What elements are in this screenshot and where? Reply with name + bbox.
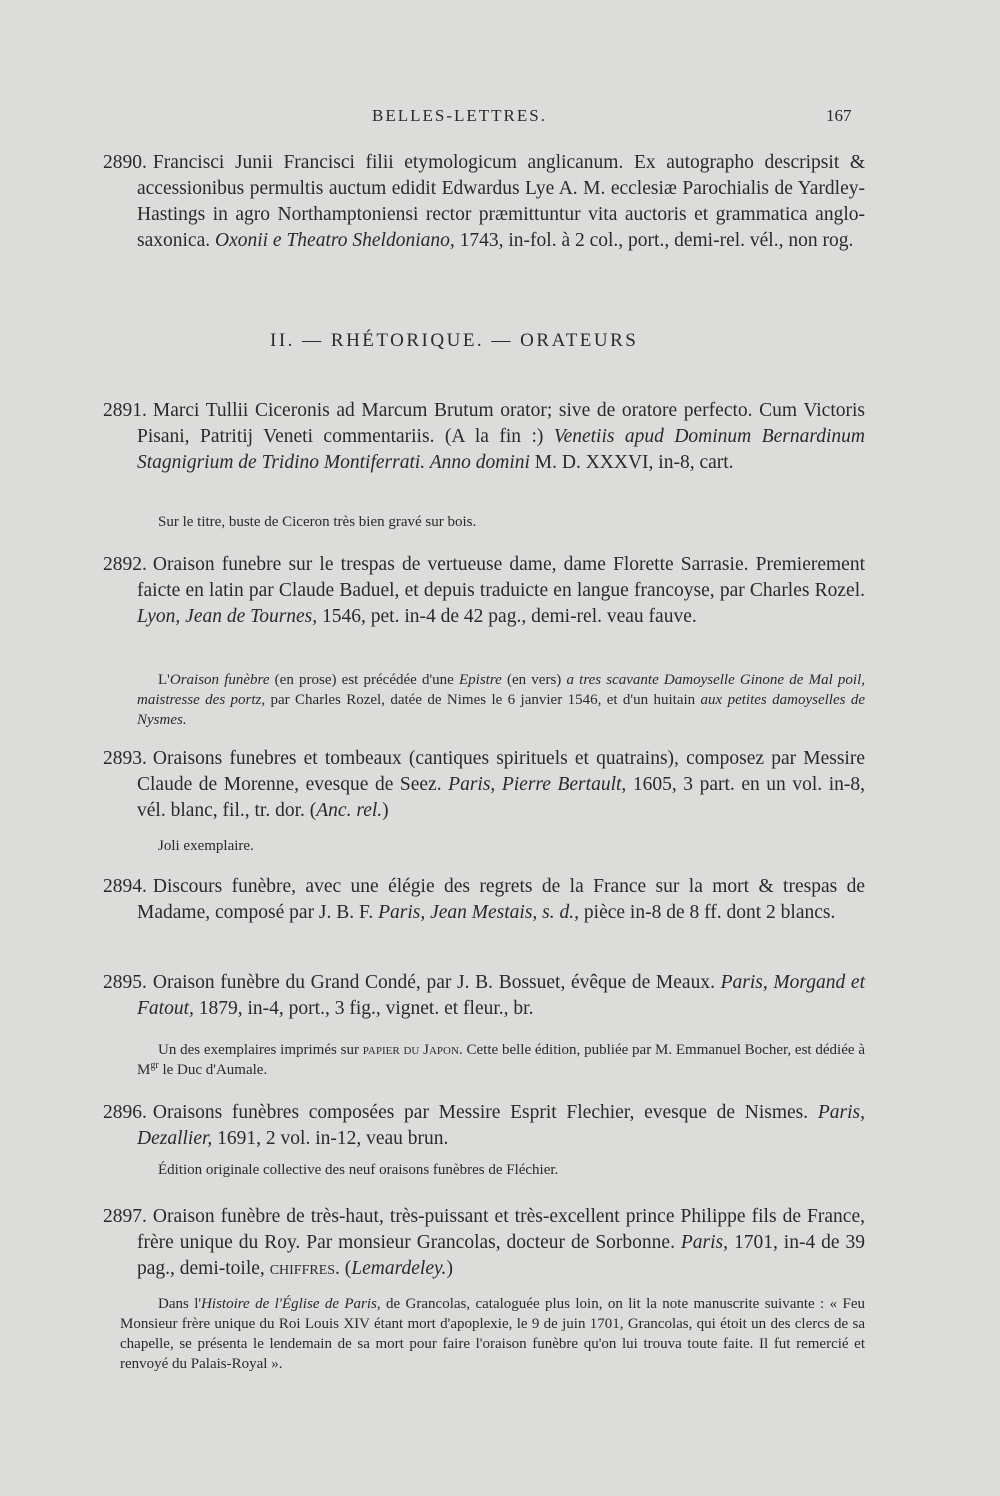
entry-2893 [103,746,865,824]
entry-details: pièce in-8 de 8 ff. dont 2 blancs. [579,902,836,923]
imprint: Paris, Jean Mestais, s. d., [378,902,580,923]
entry-details: 1546, pet. in-4 de 42 pag., demi-rel. veau fauve. [317,606,697,627]
note-text: (en prose) est précédée d'une [269,672,460,688]
imprint: Lyon, Jean de Tournes, [137,606,318,627]
entry-details: 1701, in-4 de 39 pag., demi-toile, [137,1232,865,1279]
entry-2891 [103,398,865,476]
entry-details: . ( [335,1258,352,1279]
entry-note [137,1040,865,1080]
imprint: Venetiis apud Dominum Bernardinum Stagnigrium de Tridino Montiferrati. Anno domini [137,426,865,473]
paper-type: papier du Japon [362,1042,459,1058]
entry-note [120,1294,865,1374]
entry-number: 2891. [103,400,147,421]
section-title: II. — RHÉTORIQUE. — ORATEURS [270,330,639,351]
note-text: (en vers) [501,672,567,688]
note-text: Dans l' [158,1296,202,1312]
entry-description: Oraison funebre sur le trespas de vertueuse dame, dame Florette Sarrasie. Premierement faicte en latin par Claude Baduel, et depuis traduicte en langue francoyse, par Charles Rozel. [137,554,865,601]
entry-2896 [103,1100,865,1152]
entry-details: 1691, 2 vol. in-12, veau brun. [212,1128,449,1149]
note-text: Un des exemplaires imprimés sur [158,1042,363,1058]
entry-text [103,970,865,1022]
note-text: L' [158,672,170,688]
entry-note: Joli exemplaire. [158,838,254,854]
entry-number: 2897. [103,1206,147,1227]
entry-details: 1743, in-fol. à 2 col., port., demi-rel. vél., non rog. [454,230,854,251]
entry-description: Oraison funèbre de très-haut, très-puissant et très-excellent prince Philippe fils de France, frère unique du Roy. Par monsieur Grancolas, docteur de Sorbonne. [137,1206,865,1253]
entry-number: 2896. [103,1102,147,1123]
note-title: a tres scavante Damoyselle Ginone de Mal poil, maistresse des portz, [137,672,865,708]
entry-2892 [103,552,865,630]
imprint: Paris, Pierre Bertault, [448,774,627,795]
note-text: . Cette belle édition, publiée par M. Emmanuel Bocher, est dédiée à M [137,1042,865,1078]
page-number: 167 [826,106,852,125]
entry-description: Marci Tullii Ciceronis ad Marcum Brutum orator; sive de oratore perfecto. Cum Victoris Pisani, Patritij Veneti commentariis. (A la fin :) [137,400,865,447]
entry-number: 2892. [103,554,147,575]
entry-note: Sur le titre, buste de Ciceron très bien gravé sur bois. [158,514,477,530]
entry-text [103,150,865,254]
entry-details: ) [382,800,389,821]
note-title: aux petites damoyselles de Nysmes. [137,692,865,728]
entry-number: 2895. [103,972,147,993]
entry-text [103,1100,865,1152]
entry-description: Oraisons funèbres composées par Messire Esprit Flechier, evesque de Nismes. [152,1102,818,1123]
entry-number: 2894. [103,876,147,897]
entry-text [103,552,865,630]
entry-description: Oraisons funebres et tombeaux (cantiques spirituels et quatrains), composez par Messire Claude de Morenne, evesque de Seez. [137,748,865,795]
note-title: Oraison funèbre [169,672,270,688]
imprint: Oxonii e Theatro Sheldoniano, [214,230,455,251]
note-text: par Charles Rozel, datée de Nimes le 6 janvier 1546, et d'un huitain [265,692,701,708]
entry-text [103,874,865,926]
entry-description: Discours funèbre, avec une élégie des regrets de la France sur la mort & trespas de Madame, composé par J. B. F. [137,876,865,923]
entry-text [103,1204,865,1282]
binding-note: Anc. rel. [316,800,383,821]
entry-2890 [103,150,865,254]
entry-number: 2893. [103,748,147,769]
note-text: de Grancolas, cataloguée plus loin, on lit la note manuscrite suivante : « Feu Monsieur frère unique du Roi Louis XIV étant mort d'apoplexie, le 9 de juin 1701, Grancolas, qui étoit un des clercs de sa chapelle, se présenta le lendemain de sa mort pour faire l'oraison funèbre qu'on lui trouva toute faite. Il fut remercié et renvoyé du Palais-Royal ». [120,1296,865,1372]
binding-marks: chiffres [269,1258,336,1279]
binder-name: Lemardeley. [351,1258,447,1279]
entry-text [103,398,865,476]
imprint: Paris, Dezallier, [137,1102,865,1149]
entry-number: 2890. [103,152,147,173]
entry-2897 [103,1204,865,1282]
note-title: Epistre [459,672,502,688]
entry-2895 [103,970,865,1022]
entry-note [137,670,865,730]
entry-description: Francisci Junii Francisci filii etymologicum anglicanum. Ex autographo descripsit & accessionibus permultis auctum edidit Edwardus Lye A. M. ecclesiæ Parochialis de Yardley-Hastings in agro Northamptoniensi rector præmittuntur vita auctoris et grammatica anglo-saxonica. [137,152,865,251]
imprint: Paris, Morgand et Fatout, [137,972,865,1019]
note-superscript: gr [150,1060,159,1071]
running-header [0,106,1000,136]
entry-text [103,746,865,824]
entry-details: 1879, in-4, port., 3 fig., vignet. et fleur., br. [193,998,534,1019]
entry-details: 1605, 3 part. en un vol. in-8, vél. blanc, fil., tr. dor. ( [137,774,865,821]
entry-2894 [103,874,865,926]
note-text: le Duc d'Aumale. [158,1062,268,1078]
entry-details: M. D. XXXVI, in-8, cart. [529,452,734,473]
entry-note: Édition originale collective des neuf oraisons funèbres de Fléchier. [158,1162,559,1178]
imprint: Paris, [680,1232,729,1253]
entry-details: ) [446,1258,453,1279]
entry-description: Oraison funèbre du Grand Condé, par J. B. Bossuet, évêque de Meaux. [152,972,721,993]
note-title: Histoire de l'Église de Paris, [201,1296,381,1312]
running-title: BELLES-LETTRES. [372,106,547,125]
